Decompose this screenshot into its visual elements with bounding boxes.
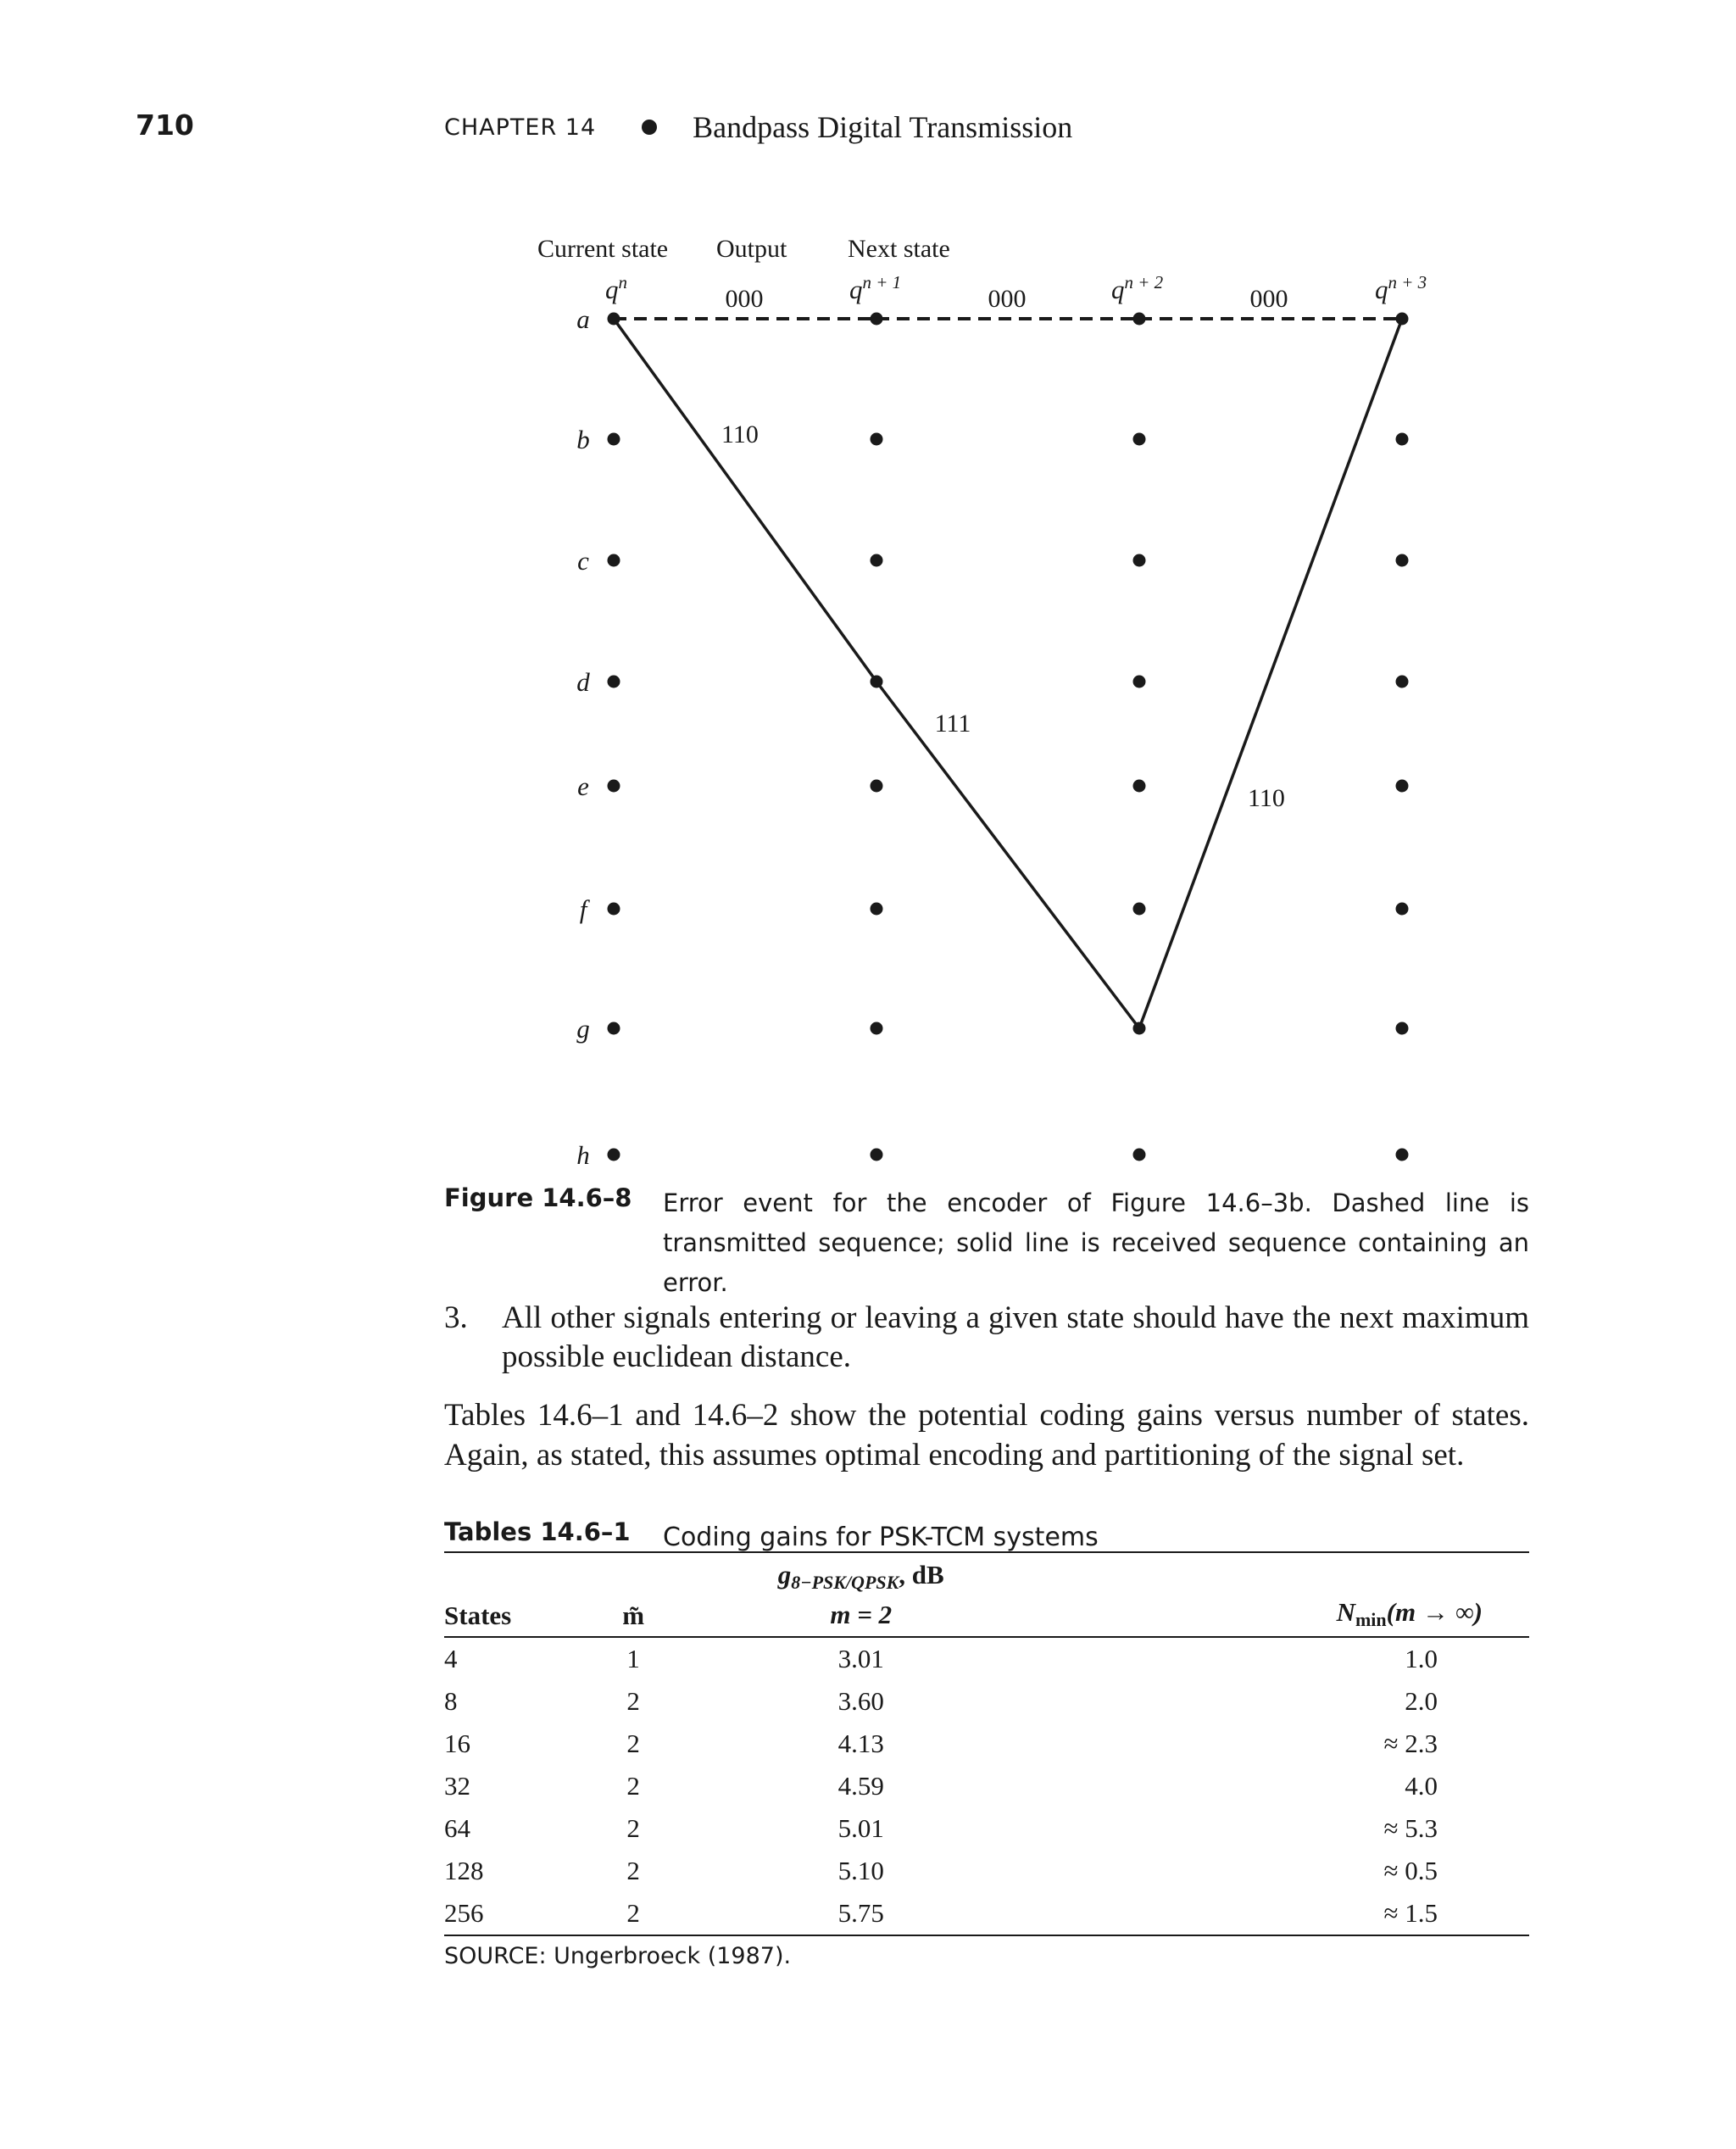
table-row [444,1680,1529,1723]
time-label [1375,272,1427,304]
trellis-node [871,1149,883,1161]
trellis-node [1396,433,1409,446]
header-output: Output [716,235,787,263]
time-label-superscript: n + 3 [1388,272,1427,292]
trellis-node [871,1022,883,1035]
time-label-q: q [605,275,619,304]
gain-unit: , dB [899,1560,944,1589]
cell-nmin: ≈ 0.5 [1383,1856,1438,1885]
trellis-node [1133,1149,1146,1161]
cell-nmin: 2.0 [1405,1686,1438,1716]
cell-m-tilde: 2 [626,1771,640,1801]
gain-subscript: 8−PSK/QPSK [791,1572,899,1593]
trellis-node [1133,433,1146,446]
nmin-arg: (m → ∞) [1386,1597,1483,1627]
header-current-state: Current state [537,235,669,263]
trellis-node [608,1022,620,1035]
table-caption: Coding gains for PSK-TCM systems [663,1523,1099,1552]
table-row [444,1850,1529,1892]
chapter-title: Bandpass Digital Transmission [693,110,1073,144]
state-label: e [577,771,589,801]
trellis-node [1133,676,1146,688]
cell-states: 64 [444,1813,470,1843]
cell-gain: 3.01 [837,1644,884,1673]
header-m-tilde: m̃ [622,1601,645,1630]
trellis-node [1396,554,1409,567]
cell-states: 8 [444,1686,458,1716]
figure-label: Figure 14.6–8 [444,1183,632,1212]
time-label [1111,272,1164,304]
nmin-subscript: min [1355,1609,1387,1630]
gain-symbol: g [777,1560,792,1589]
state-label: d [576,667,590,697]
trellis-node [1396,313,1409,326]
list-text: All other signals entering or leaving a given state should have the next maximum possible euclidean distance. [502,1300,1529,1374]
time-label-q: q [1375,275,1388,304]
trellis-node [871,554,883,567]
state-label: h [576,1140,590,1170]
cell-gain: 4.13 [837,1729,884,1758]
cell-m-tilde: 1 [626,1644,640,1673]
state-label: f [579,894,587,924]
cell-gain: 4.59 [837,1771,884,1801]
cell-states: 256 [444,1898,484,1928]
trellis-node [608,433,620,446]
header-states: States [444,1601,512,1630]
time-label-superscript: n + 1 [862,272,902,292]
cell-states: 4 [444,1644,458,1673]
table-header-row [444,1552,1529,1637]
trellis-node [871,313,883,326]
trellis-node [1396,780,1409,793]
cell-gain: 5.10 [837,1856,884,1885]
table-source: SOURCE: Ungerbroeck (1987). [444,1943,792,1969]
cell-states: 128 [444,1856,484,1885]
trellis-node [1133,554,1146,567]
trellis-node [608,554,620,567]
coding-gain-table [444,1551,1529,1936]
cell-gain: 5.01 [837,1813,884,1843]
cell-nmin: ≈ 2.3 [1383,1729,1438,1758]
trellis-node [1396,676,1409,688]
nmin-symbol: N [1336,1597,1355,1627]
cell-m-tilde: 2 [626,1898,640,1928]
cell-nmin: 1.0 [1405,1644,1438,1673]
state-label: c [577,546,589,576]
header-gain [659,1552,1062,1637]
time-label-superscript: n [618,272,627,292]
time-label [849,272,901,304]
dashed-branch-output: 000 [725,285,764,313]
trellis-node [1396,1022,1409,1035]
trellis-node [871,903,883,916]
cell-gain: 3.60 [837,1686,884,1716]
received-path-segment [1139,319,1402,1028]
received-path-segment [876,682,1139,1028]
time-label-q: q [849,275,863,304]
cell-nmin: ≈ 5.3 [1383,1813,1438,1843]
cell-m-tilde: 2 [626,1813,640,1843]
solid-branch-output: 110 [721,420,759,448]
header-nmin [1062,1552,1529,1637]
trellis-node [1133,780,1146,793]
page-number: 710 [136,109,194,142]
dashed-branch-output: 000 [988,285,1027,313]
time-label-superscript: n + 2 [1124,272,1164,292]
table-row [444,1892,1529,1935]
dashed-branch-output: 000 [1249,285,1288,313]
table-row [444,1765,1529,1807]
state-label: a [576,304,590,334]
cell-m-tilde: 2 [626,1856,640,1885]
trellis-node [608,1149,620,1161]
trellis-node [871,780,883,793]
table-label: Tables 14.6–1 [444,1517,631,1546]
state-label: b [576,425,590,454]
trellis-node [1396,1149,1409,1161]
figure-caption-text: Error event for the encoder of Figure 14.6–3b. Dashed line is transmitted sequence; solid line is received sequence containing an error. [663,1189,1529,1297]
chapter-label: CHAPTER 14 [444,114,597,141]
state-label: g [576,1014,590,1044]
solid-branch-output: 110 [1248,784,1285,812]
gain-condition: m = 2 [830,1600,893,1629]
cell-m-tilde: 2 [626,1729,640,1758]
trellis-node [608,313,620,326]
solid-branch-output: 111 [934,710,971,738]
cell-nmin: 4.0 [1405,1771,1438,1801]
cell-gain: 5.75 [837,1898,884,1928]
header-next-state: Next state [848,235,950,263]
trellis-node [608,676,620,688]
cell-states: 16 [444,1729,470,1758]
trellis-node [1133,1022,1146,1035]
received-path-segment [614,319,876,682]
time-label-q: q [1111,275,1125,304]
cell-nmin: ≈ 1.5 [1383,1898,1438,1928]
list-number: 3. [444,1300,468,1335]
trellis-node [1133,313,1146,326]
table-row [444,1637,1529,1680]
time-label [605,272,627,304]
trellis-node [608,780,620,793]
trellis-node [1133,903,1146,916]
trellis-node [871,676,883,688]
table-row [444,1807,1529,1850]
table-row [444,1723,1529,1765]
cell-states: 32 [444,1771,470,1801]
cell-m-tilde: 2 [626,1686,640,1716]
trellis-node [608,903,620,916]
trellis-node [1396,903,1409,916]
body-paragraph: Tables 14.6–1 and 14.6–2 show the potential coding gains versus number of states. Again, as stated, this assumes optimal encoding and partitioning of the signal set. [444,1398,1529,1473]
trellis-node [871,433,883,446]
